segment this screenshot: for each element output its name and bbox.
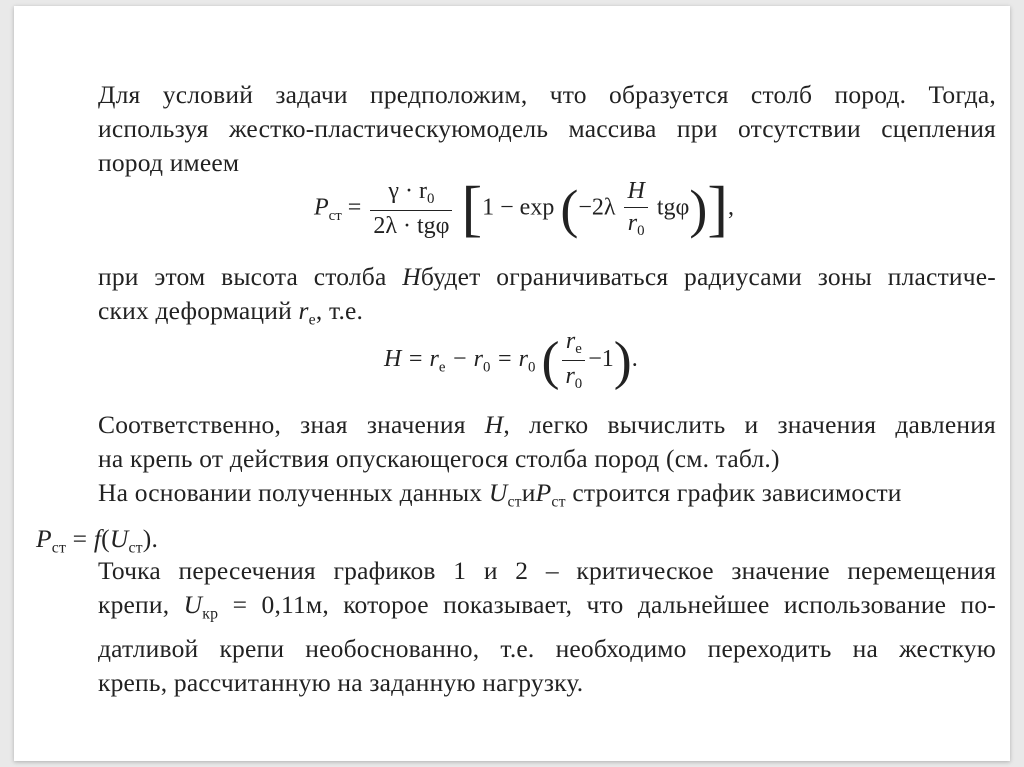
fraction-numerator: γ · r bbox=[388, 178, 427, 204]
formula-height-period: . bbox=[631, 346, 638, 373]
formula-pressure-lhs-sub: ст bbox=[328, 207, 342, 224]
height-line-1 bbox=[98, 260, 996, 294]
critical-line-2-a: крепи, bbox=[98, 590, 170, 619]
var-p-sub: ст bbox=[551, 493, 566, 511]
var-r: r bbox=[298, 296, 309, 325]
formula-height-num-sub: e bbox=[575, 341, 582, 358]
calc-line-2: на крепь от действия опускающегося столба пород (см. табл.) bbox=[98, 444, 780, 473]
fraction-numerator-sub: 0 bbox=[426, 191, 435, 208]
critical-line-2 bbox=[98, 588, 996, 632]
calc-line-1 bbox=[98, 408, 996, 442]
formula-height-sub-0b: 0 bbox=[528, 359, 536, 376]
calc-line-1-a: Соответственно, зная значения bbox=[98, 410, 466, 439]
func-close: ) bbox=[142, 523, 152, 553]
formula-height-sub-0: 0 bbox=[483, 359, 491, 376]
calc-line-1-b: , легко вычислить и значения давления bbox=[503, 410, 996, 439]
bracket-close: ] bbox=[707, 175, 728, 244]
graph-line-1 bbox=[98, 476, 996, 520]
var-u-kr: U bbox=[183, 590, 203, 619]
formula-height-paren-open: ( bbox=[541, 330, 560, 391]
paragraph-pressure-calc bbox=[98, 408, 996, 476]
formula-pressure-fraction bbox=[370, 178, 452, 240]
func-p: P bbox=[36, 523, 52, 553]
minus-two-lambda: −2λ bbox=[578, 194, 616, 221]
formula-height-paren-close: ) bbox=[613, 330, 632, 391]
inner-numerator: H bbox=[624, 178, 647, 208]
paragraph-critical bbox=[98, 554, 996, 700]
paren-close: ) bbox=[689, 179, 708, 240]
paragraph-graph bbox=[36, 476, 996, 565]
func-tail: . bbox=[151, 523, 159, 553]
fraction-denominator: 2λ · tgφ bbox=[373, 213, 450, 240]
formula-height-minus: − r bbox=[445, 346, 484, 373]
inner-denominator-sub: 0 bbox=[637, 223, 645, 240]
intro-line-3: пород имеем bbox=[98, 148, 240, 177]
var-h: H bbox=[402, 262, 421, 291]
graph-line-1-a: На основании полученных данных bbox=[98, 478, 483, 507]
formula-pressure-lhs: P bbox=[314, 194, 329, 221]
var-h-2: H bbox=[484, 410, 504, 439]
critical-line-4: крепь, рассчитанную на заданную нагрузку. bbox=[98, 667, 584, 697]
func-f: f bbox=[93, 523, 102, 553]
formula-height-sub-e: e bbox=[438, 359, 446, 376]
critical-line-2-b: , которое показывает, что дальнейшее использование по- bbox=[322, 590, 996, 619]
func-arg: U bbox=[109, 523, 129, 553]
paren-open: ( bbox=[560, 179, 579, 240]
var-u-sub: ст bbox=[507, 493, 522, 511]
intro-line-1: Для условий задачи предположим, что образуется столб пород. Тогда, bbox=[98, 80, 996, 109]
formula-pressure-eq: = bbox=[347, 194, 362, 221]
formula-pressure-comma: , bbox=[728, 194, 734, 221]
inner-fraction bbox=[624, 178, 647, 240]
formula-height-den-sub: 0 bbox=[574, 376, 583, 393]
formula-height-fraction bbox=[562, 328, 585, 393]
height-line-1-b: будет ограничиваться радиусами зоны пластиче- bbox=[420, 262, 996, 291]
and-word: и bbox=[521, 478, 536, 507]
intro-line-2: используя жестко-пластическуюмодель массива при отсутствии сцепления bbox=[98, 114, 996, 143]
formula-height-eq2: = r bbox=[490, 346, 529, 373]
func-open: ( bbox=[101, 523, 110, 553]
formula-height-lhs: H = r bbox=[384, 346, 439, 373]
formula-height bbox=[384, 328, 638, 393]
var-u-kr-sub: кр bbox=[202, 605, 219, 623]
one-minus-exp: 1 − exp bbox=[482, 194, 555, 221]
paragraph-height bbox=[98, 260, 996, 338]
critical-line-1: Точка пересечения графиков 1 и 2 – критическое значение перемещения bbox=[98, 556, 996, 585]
var-u-kr-value: = 0,11м bbox=[218, 590, 323, 619]
formula-pressure bbox=[314, 175, 734, 244]
func-eq: = bbox=[66, 523, 94, 553]
var-u: U bbox=[488, 478, 508, 507]
height-line-1-a: при этом высота столба bbox=[98, 262, 387, 291]
slide bbox=[14, 6, 1010, 761]
height-line-2-b: , т.е. bbox=[315, 296, 364, 325]
bracket-open: [ bbox=[461, 175, 483, 244]
paragraph-intro bbox=[98, 78, 996, 180]
critical-line-3: датливой крепи необоснованно, т.е. необходимо переходить на жесткую bbox=[98, 633, 996, 663]
graph-line-1-b: строится график зависимости bbox=[572, 478, 902, 507]
formula-height-den: r bbox=[565, 363, 575, 390]
inner-denominator: r bbox=[627, 210, 638, 236]
height-line-2-a: ских деформаций bbox=[98, 296, 292, 325]
formula-height-num: r bbox=[565, 328, 576, 354]
func-p-sub: ст bbox=[51, 539, 67, 557]
func-arg-sub: ст bbox=[128, 539, 143, 557]
var-p: P bbox=[535, 478, 552, 507]
formula-height-minus-one: −1 bbox=[588, 346, 614, 373]
tg-phi: tgφ bbox=[656, 194, 690, 221]
var-r-sub: e bbox=[308, 311, 316, 329]
